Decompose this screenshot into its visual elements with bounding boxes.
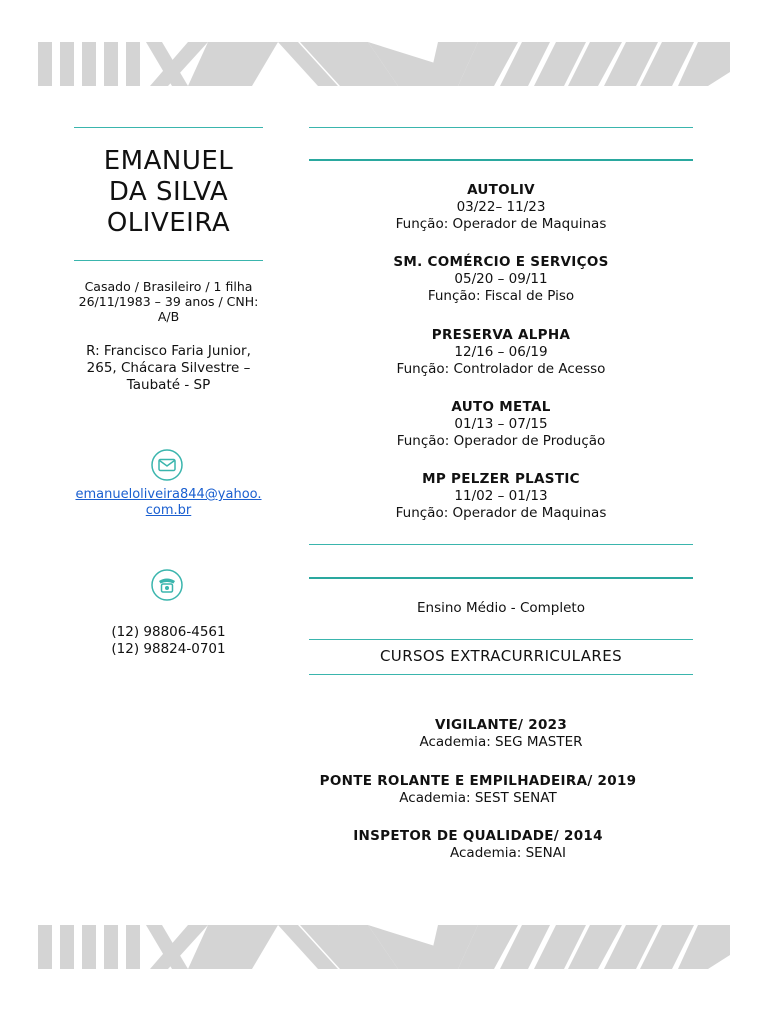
course-academy: Academia: SENAI	[450, 845, 566, 861]
name-line-2: DA SILVA	[108, 177, 229, 207]
right-top-divider	[309, 127, 693, 128]
experience-entry	[309, 327, 693, 378]
company-name: PRESERVA ALPHA	[431, 327, 571, 343]
job-role: Função: Fiscal de Piso	[427, 288, 575, 304]
job-role: Função: Operador de Maquinas	[395, 216, 607, 232]
personal-info	[74, 279, 263, 324]
experience-entry	[309, 182, 693, 233]
courses-top-divider	[309, 639, 693, 640]
experience-entry	[309, 471, 693, 522]
experience-header-divider	[309, 159, 693, 161]
job-period: 05/20 – 09/11	[454, 271, 548, 287]
telephone-icon	[151, 569, 183, 601]
experience-entry	[309, 399, 693, 450]
job-role: Função: Operador de Produção	[396, 433, 606, 449]
course-academy: Academia: SEST SENAT	[399, 790, 557, 806]
course-name: INSPETOR DE QUALIDADE/ 2014	[353, 828, 603, 844]
email-link[interactable]: emanueloliveira844@yahoo.com.br	[75, 487, 262, 518]
phone-number-2: (12) 98824-0701	[111, 640, 226, 657]
courses-bottom-divider	[309, 674, 693, 675]
decorative-top-band	[38, 42, 730, 86]
name-line-3: OLIVEIRA	[106, 208, 231, 238]
course-academy: Academia: SEG MASTER	[419, 734, 583, 750]
courses-section-title: CURSOS EXTRACURRICULARES	[379, 647, 623, 665]
company-name: AUTO METAL	[451, 399, 551, 415]
job-period: 03/22– 11/23	[456, 199, 546, 215]
address: R: Francisco Faria Junior, 265, Chácara Silvestre – Taubaté - SP	[86, 343, 251, 393]
left-name-divider	[74, 260, 263, 261]
phone-number-1: (12) 98806-4561	[111, 624, 226, 640]
education-level: Ensino Médio - Completo	[417, 600, 585, 616]
left-top-divider	[74, 127, 263, 128]
company-name: AUTOLIV	[467, 182, 535, 198]
course-entry	[309, 717, 693, 751]
course-entry	[286, 828, 670, 862]
phone-numbers	[74, 624, 263, 657]
company-name: SM. COMÉRCIO E SERVIÇOS	[393, 254, 609, 270]
job-role: Função: Operador de Maquinas	[395, 505, 607, 521]
personal-info-line-2: 26/11/1983 – 39 anos / CNH: A/B	[78, 294, 259, 324]
course-name: PONTE ROLANTE E EMPILHADEIRA/ 2019	[319, 773, 637, 789]
candidate-name	[74, 146, 263, 239]
personal-info-line-1: Casado / Brasileiro / 1 filha	[84, 279, 253, 294]
job-period: 12/16 – 06/19	[454, 344, 548, 360]
experience-bottom-divider	[309, 544, 693, 545]
decorative-bottom-band	[38, 925, 730, 969]
job-period: 01/13 – 07/15	[454, 416, 548, 432]
course-name: VIGILANTE/ 2023	[434, 717, 568, 733]
course-entry	[286, 773, 670, 807]
education-header-divider	[309, 577, 693, 579]
name-line-1: EMANUEL	[103, 146, 234, 176]
job-period: 11/02 – 01/13	[454, 488, 548, 504]
envelope-icon	[151, 449, 183, 481]
company-name: MP PELZER PLASTIC	[422, 471, 580, 487]
job-role: Função: Controlador de Acesso	[396, 361, 606, 377]
experience-entry	[309, 254, 693, 305]
